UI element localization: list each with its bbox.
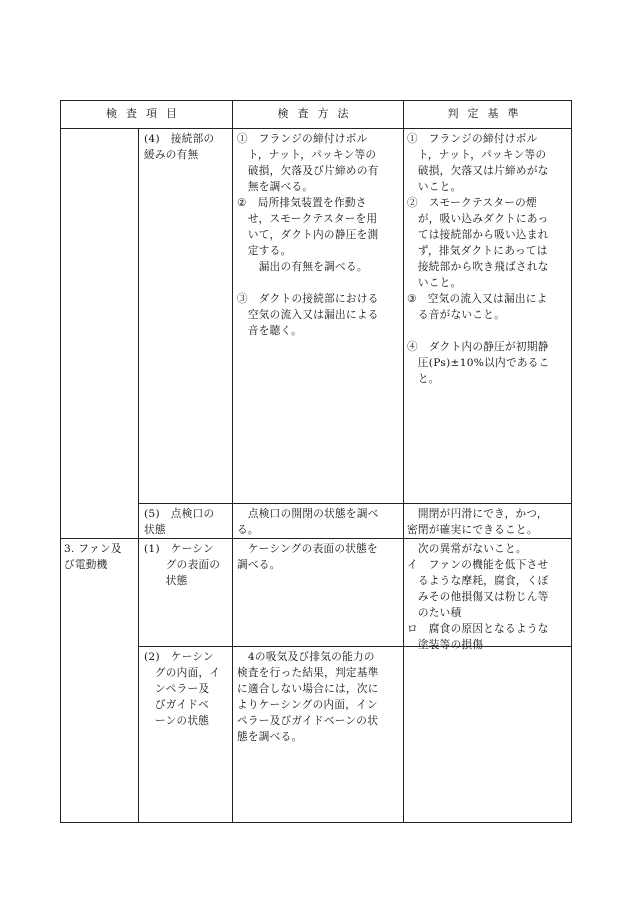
section-rule — [60, 538, 572, 539]
method-inspection-port: 点検口の開閉の状態を調べ る。 — [237, 508, 379, 536]
header-rule — [60, 128, 572, 129]
method-casing-surface: ケーシングの表面の状態を 調べる。 — [237, 543, 378, 571]
header-inspection-item: 検査項目 — [106, 107, 186, 120]
method-casing-interior: 4の吸気及び排気の能力の 検査を行った結果，判定基準 に適合しない場合には，次に よりケーシングの内面，イン ペラー及びガイドベーンの状 態を調べる。 — [237, 651, 379, 743]
criteria-joint-looseness: ① フランジの締付けボル ト，ナット，パッキン等の 破損，欠落又は片締めがな いこと。 ② スモークテスターの煙 が，吸い込みダクトにあっ ては接続部から吸い込まれ ず，排気ダクトにあっては 接続部から吹き飛ばされな いこと。 ③ 空気の流入又は漏出によ る音がないこと。 ④ ダクト内の静圧が初期静 圧(Ps)±10%以内であるこ と。 — [407, 133, 550, 385]
item-joint-looseness: (4) 接続部の 緩みの有無 — [144, 133, 215, 161]
item-casing-interior: (2) ケーシン グの内面，イ ンペラー及 びガイドベ ーンの状態 — [144, 651, 221, 727]
column-rule — [232, 100, 233, 823]
column-rule — [138, 128, 139, 823]
item-casing-surface: (1) ケーシン グの表面の 状態 — [144, 543, 221, 587]
section-fan-motor: 3. ファン及 び電動機 — [64, 543, 122, 571]
item-inspection-port: (5) 点検口の 状態 — [144, 508, 215, 536]
method-joint-looseness: ① フランジの締付けボル ト，ナット，パッキン等の 破損，欠落及び片締めの有 無を調べる。 ② 局所排気装置を作動さ せ，スモークテスターを用 いて，ダクト内の静圧を測 定する。 漏出の有無を調べる。 ③ ダクトの接続部における 空気の流入又は漏出による 音を聴く。 — [237, 133, 379, 337]
criteria-casing-surface: 次の異常がないこと。 イ ファンの機能を低下させ るような摩耗，腐食，くぼ みその他損傷又は粉じん等 のたい積 ロ 腐食の原因となるような 塗装等の損傷 — [407, 543, 549, 651]
criteria-inspection-port: 開閉が円滑にでき，かつ， 密閉が確実にできること。 — [407, 508, 548, 536]
header-judgement-criteria: 判定基準 — [447, 107, 528, 120]
row-rule — [138, 503, 572, 504]
column-rule — [403, 100, 404, 823]
header-inspection-method: 検査方法 — [277, 107, 358, 120]
